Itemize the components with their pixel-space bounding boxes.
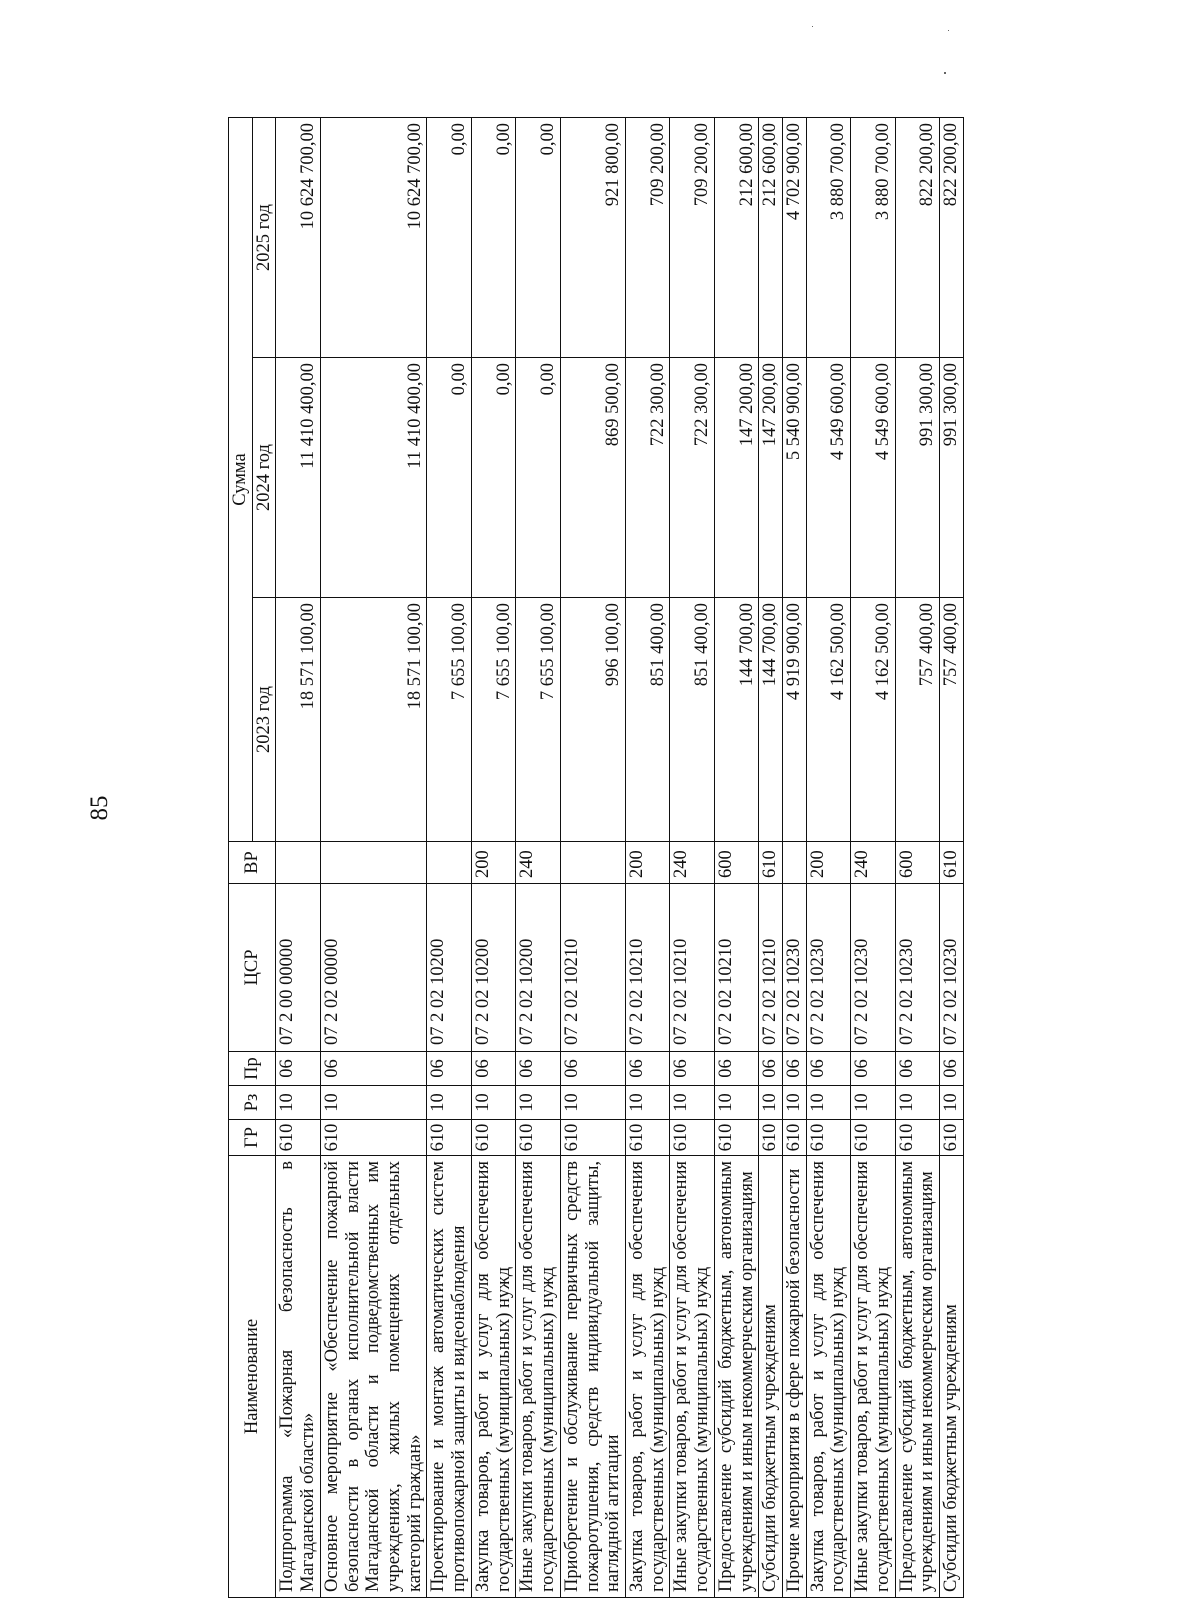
cell-2024: 0,00 <box>471 358 515 598</box>
cell-rz: 10 <box>806 1086 850 1120</box>
cell-rz: 10 <box>516 1086 560 1120</box>
cell-pr: 06 <box>940 1052 964 1086</box>
cell-name: Субсидии бюджетным учреждениям <box>759 1156 783 1598</box>
cell-2023: 4 162 500,00 <box>851 598 895 842</box>
cell-gr: 610 <box>782 1120 806 1156</box>
cell-csr: 07 2 02 10230 <box>940 884 964 1052</box>
cell-pr: 06 <box>714 1052 758 1086</box>
cell-name: Подпрограмма «Пожарная безопасность в Магаданской области» <box>276 1156 320 1598</box>
cell-gr: 610 <box>560 1120 625 1156</box>
cell-2025: 822 200,00 <box>895 117 939 357</box>
cell-csr: 07 2 02 10230 <box>851 884 895 1052</box>
table-header <box>229 117 276 1597</box>
cell-vr: 610 <box>940 842 964 884</box>
cell-csr: 07 2 02 10210 <box>560 884 625 1052</box>
cell-name: Субсидии бюджетным учреждениям <box>940 1156 964 1598</box>
cell-vr: 600 <box>714 842 758 884</box>
cell-gr: 610 <box>427 1120 471 1156</box>
cell-vr: 610 <box>759 842 783 884</box>
cell-gr: 610 <box>806 1120 850 1156</box>
cell-name: Приобретение и обслуживание первичных средств пожаротушения, средств индивидуальной защиты, наглядной агитации <box>560 1156 625 1598</box>
cell-2025: 3 880 700,00 <box>851 117 895 357</box>
cell-name: Предоставление субсидий бюджетным, автономным учреждениям и иным некоммерческим организациям <box>714 1156 758 1598</box>
cell-rz: 10 <box>320 1086 427 1120</box>
cell-vr: 600 <box>895 842 939 884</box>
cell-pr: 06 <box>625 1052 669 1086</box>
cell-pr: 06 <box>320 1052 427 1086</box>
header-2025: 2025 год <box>252 117 276 357</box>
cell-gr: 610 <box>670 1120 714 1156</box>
header-name: Наименование <box>229 1156 276 1598</box>
cell-2025: 709 200,00 <box>625 117 669 357</box>
cell-vr <box>320 842 427 884</box>
cell-2023: 7 655 100,00 <box>516 598 560 842</box>
cell-2023: 851 400,00 <box>625 598 669 842</box>
cell-2025: 4 702 900,00 <box>782 117 806 357</box>
cell-2023: 18 571 100,00 <box>320 598 427 842</box>
cell-vr: 240 <box>851 842 895 884</box>
cell-2023: 18 571 100,00 <box>276 598 320 842</box>
header-pr: Пр <box>229 1052 276 1086</box>
cell-2025: 212 600,00 <box>714 117 758 357</box>
table-row <box>516 117 560 1597</box>
cell-name: Иные закупки товаров, работ и услуг для обеспечения государственных (муниципальных) нужд <box>851 1156 895 1598</box>
cell-gr: 610 <box>851 1120 895 1156</box>
table-row <box>759 117 783 1597</box>
cell-2024: 991 300,00 <box>940 358 964 598</box>
cell-rz: 10 <box>625 1086 669 1120</box>
cell-pr: 06 <box>806 1052 850 1086</box>
cell-csr: 07 2 02 00000 <box>320 884 427 1052</box>
header-csr: ЦСР <box>229 884 276 1052</box>
cell-pr: 06 <box>516 1052 560 1086</box>
cell-name: Иные закупки товаров, работ и услуг для обеспечения государственных (муниципальных) нужд <box>670 1156 714 1598</box>
cell-2025: 0,00 <box>427 117 471 357</box>
cell-2024: 147 200,00 <box>759 358 783 598</box>
cell-gr: 610 <box>625 1120 669 1156</box>
table-row <box>560 117 625 1597</box>
cell-2025: 822 200,00 <box>940 117 964 357</box>
cell-2025: 3 880 700,00 <box>806 117 850 357</box>
cell-rz: 10 <box>560 1086 625 1120</box>
cell-csr: 07 2 02 10210 <box>714 884 758 1052</box>
header-rz: Рз <box>229 1086 276 1120</box>
cell-gr: 610 <box>759 1120 783 1156</box>
cell-pr: 06 <box>759 1052 783 1086</box>
cell-name: Проектирование и монтаж автоматических систем противопожарной защиты и видеонаблюдения <box>427 1156 471 1598</box>
cell-gr: 610 <box>276 1120 320 1156</box>
cell-rz: 10 <box>759 1086 783 1120</box>
page-number: 85 <box>86 795 113 821</box>
cell-2025: 0,00 <box>516 117 560 357</box>
cell-vr <box>782 842 806 884</box>
cell-vr <box>560 842 625 884</box>
table-row <box>806 117 850 1597</box>
rotated-table-area <box>228 118 1092 1598</box>
cell-2025: 10 624 700,00 <box>320 117 427 357</box>
cell-csr: 07 2 02 10210 <box>759 884 783 1052</box>
cell-name: Предоставление субсидий бюджетным, автономным учреждениям и иным некоммерческим организациям <box>895 1156 939 1598</box>
table-row <box>625 117 669 1597</box>
cell-pr: 06 <box>895 1052 939 1086</box>
cell-2024: 991 300,00 <box>895 358 939 598</box>
cell-vr: 200 <box>806 842 850 884</box>
table-row <box>714 117 758 1597</box>
scan-speck <box>944 72 946 74</box>
cell-rz: 10 <box>895 1086 939 1120</box>
cell-2025: 212 600,00 <box>759 117 783 357</box>
cell-2023: 996 100,00 <box>560 598 625 842</box>
cell-2024: 869 500,00 <box>560 358 625 598</box>
header-sum: Сумма <box>229 117 253 841</box>
cell-vr <box>427 842 471 884</box>
cell-2025: 709 200,00 <box>670 117 714 357</box>
cell-2024: 0,00 <box>516 358 560 598</box>
header-vr: ВР <box>229 842 276 884</box>
cell-csr: 07 2 02 10210 <box>625 884 669 1052</box>
cell-2024: 4 549 600,00 <box>806 358 850 598</box>
table-row <box>670 117 714 1597</box>
cell-name: Закупка товаров, работ и услуг для обеспечения государственных (муниципальных) нужд <box>471 1156 515 1598</box>
cell-2023: 144 700,00 <box>759 598 783 842</box>
cell-2023: 144 700,00 <box>714 598 758 842</box>
cell-vr: 240 <box>516 842 560 884</box>
table-row <box>471 117 515 1597</box>
cell-name: Закупка товаров, работ и услуг для обеспечения государственных (муниципальных) нужд <box>625 1156 669 1598</box>
cell-gr: 610 <box>516 1120 560 1156</box>
cell-vr <box>276 842 320 884</box>
cell-gr: 610 <box>714 1120 758 1156</box>
cell-2024: 0,00 <box>427 358 471 598</box>
cell-pr: 06 <box>560 1052 625 1086</box>
cell-rz: 10 <box>670 1086 714 1120</box>
table-row <box>782 117 806 1597</box>
scan-speck <box>812 26 813 27</box>
cell-2023: 7 655 100,00 <box>471 598 515 842</box>
table-row <box>276 117 320 1597</box>
cell-2024: 722 300,00 <box>670 358 714 598</box>
cell-2025: 0,00 <box>471 117 515 357</box>
cell-2023: 757 400,00 <box>940 598 964 842</box>
cell-name: Основное мероприятие «Обеспечение пожарной безопасности в органах исполнительной власти Магаданской области и подведомственных им учреждениях, жилых помещениях отдельных категорий граждан» <box>320 1156 427 1598</box>
cell-2024: 5 540 900,00 <box>782 358 806 598</box>
cell-2025: 10 624 700,00 <box>276 117 320 357</box>
cell-gr: 610 <box>895 1120 939 1156</box>
cell-2025: 921 800,00 <box>560 117 625 357</box>
table-row <box>851 117 895 1597</box>
header-2024: 2024 год <box>252 358 276 598</box>
cell-pr: 06 <box>670 1052 714 1086</box>
cell-2023: 757 400,00 <box>895 598 939 842</box>
cell-rz: 10 <box>714 1086 758 1120</box>
cell-2024: 147 200,00 <box>714 358 758 598</box>
header-gr: ГР <box>229 1120 276 1156</box>
cell-csr: 07 2 00 00000 <box>276 884 320 1052</box>
cell-rz: 10 <box>427 1086 471 1120</box>
cell-2024: 722 300,00 <box>625 358 669 598</box>
cell-gr: 610 <box>471 1120 515 1156</box>
cell-gr: 610 <box>940 1120 964 1156</box>
cell-pr: 06 <box>276 1052 320 1086</box>
scan-speck <box>948 30 949 31</box>
cell-csr: 07 2 02 10210 <box>670 884 714 1052</box>
cell-name: Закупка товаров, работ и услуг для обеспечения государственных (муниципальных) нужд <box>806 1156 850 1598</box>
cell-pr: 06 <box>782 1052 806 1086</box>
header-2023: 2023 год <box>252 598 276 842</box>
cell-name: Прочие мероприятия в сфере пожарной безопасности <box>782 1156 806 1598</box>
cell-2024: 11 410 400,00 <box>276 358 320 598</box>
cell-vr: 200 <box>471 842 515 884</box>
cell-name: Иные закупки товаров, работ и услуг для обеспечения государственных (муниципальных) нужд <box>516 1156 560 1598</box>
cell-pr: 06 <box>851 1052 895 1086</box>
cell-2024: 4 549 600,00 <box>851 358 895 598</box>
budget-table <box>228 117 964 1598</box>
table-row <box>427 117 471 1597</box>
cell-rz: 10 <box>471 1086 515 1120</box>
cell-csr: 07 2 02 10230 <box>782 884 806 1052</box>
cell-csr: 07 2 02 10230 <box>895 884 939 1052</box>
cell-2023: 851 400,00 <box>670 598 714 842</box>
cell-2023: 7 655 100,00 <box>427 598 471 842</box>
cell-rz: 10 <box>940 1086 964 1120</box>
cell-gr: 610 <box>320 1120 427 1156</box>
cell-rz: 10 <box>276 1086 320 1120</box>
cell-2023: 4 162 500,00 <box>806 598 850 842</box>
cell-csr: 07 2 02 10200 <box>516 884 560 1052</box>
cell-rz: 10 <box>782 1086 806 1120</box>
cell-vr: 200 <box>625 842 669 884</box>
cell-csr: 07 2 02 10200 <box>471 884 515 1052</box>
cell-vr: 240 <box>670 842 714 884</box>
table-row <box>320 117 427 1597</box>
table-row <box>895 117 939 1597</box>
rotated-table-frame <box>228 118 1092 1598</box>
cell-csr: 07 2 02 10200 <box>427 884 471 1052</box>
cell-rz: 10 <box>851 1086 895 1120</box>
cell-csr: 07 2 02 10230 <box>806 884 850 1052</box>
cell-pr: 06 <box>471 1052 515 1086</box>
table-body <box>276 117 963 1597</box>
cell-pr: 06 <box>427 1052 471 1086</box>
cell-2023: 4 919 900,00 <box>782 598 806 842</box>
table-row <box>940 117 964 1597</box>
cell-2024: 11 410 400,00 <box>320 358 427 598</box>
